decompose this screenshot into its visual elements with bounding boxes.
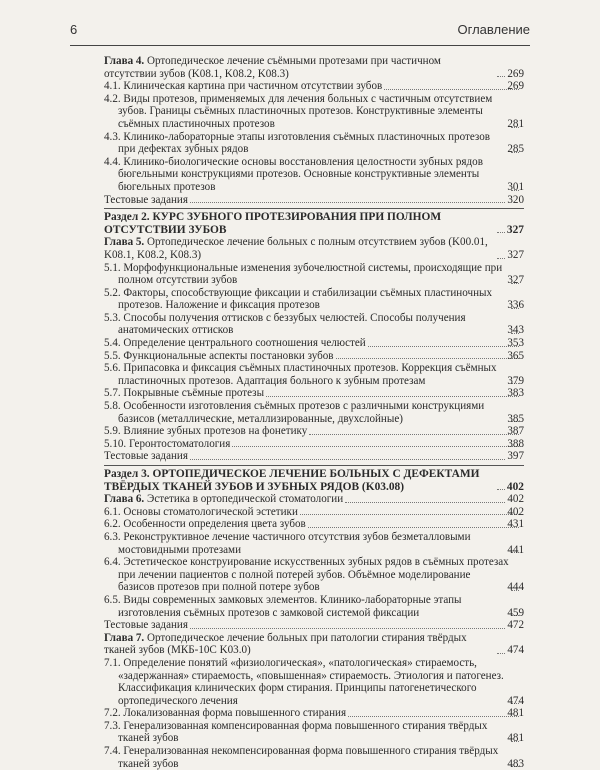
page-ref: 402	[507, 493, 524, 506]
toc-entry-text	[104, 505, 298, 519]
toc-entry[interactable]	[104, 287, 524, 312]
entry-title: Определение центрального соотношения челюстей	[123, 337, 366, 350]
page-ref: 281	[507, 117, 524, 130]
entry-title: Тестовые задания	[104, 450, 188, 463]
section-divider	[104, 465, 524, 466]
toc-entry[interactable]	[104, 707, 524, 720]
page-ref: 269	[507, 67, 524, 80]
subsection-number: 5.1.	[104, 261, 121, 274]
entry-title: Эстетика в ортопедической стоматологии	[147, 493, 344, 506]
entry-title: Тестовые задания	[104, 619, 188, 632]
section-divider	[104, 208, 524, 209]
dot-leader	[309, 434, 519, 435]
entry-title: Эстетическое конструирование искусственных зубных рядов в съёмных протезах при лечении пациентов с полной потерей зубов. Объёмное моделирование базисов протезов при полной потере зубов	[118, 556, 509, 594]
toc-entry[interactable]	[104, 80, 524, 93]
toc-entry[interactable]	[104, 506, 524, 519]
dot-leader	[497, 258, 505, 259]
toc-entry-text	[104, 593, 509, 619]
entry-title: Покрывные съёмные протезы	[123, 387, 265, 400]
toc-entry-text	[104, 311, 509, 337]
entry-title: Виды современных замковых элементов. Клинико-лабораторные этапы изготовления съёмных протезов с замковой системой фиксации	[118, 593, 462, 619]
page-ref: 397	[507, 450, 524, 463]
toc-entry[interactable]	[104, 262, 524, 287]
toc-entry-text	[104, 130, 509, 156]
toc-entry[interactable]	[104, 450, 524, 463]
page-ref: 385	[507, 412, 524, 425]
entry-title: Тестовые задания	[104, 193, 188, 206]
page-ref: 441	[507, 543, 524, 556]
dot-leader	[497, 76, 505, 77]
toc-entry[interactable]	[104, 425, 524, 438]
entry-title: Локализованная форма повышенного стирания	[123, 707, 347, 720]
toc-entry[interactable]	[104, 236, 524, 261]
dot-leader	[497, 653, 505, 654]
toc-entry-text	[104, 707, 347, 720]
page-ref: 481	[507, 707, 524, 720]
toc-entry-text	[104, 387, 265, 400]
toc-entry-text	[104, 194, 188, 207]
table-of-contents	[104, 55, 524, 770]
entry-title: Ортопедическое лечение больных с полным отсутствием зубов (K00.01, K08.1, K08.2, K08.3)	[104, 236, 488, 261]
page-ref: 459	[507, 606, 524, 619]
subsection-number: 5.4.	[104, 337, 121, 350]
subsection-number: 4.2.	[104, 92, 121, 105]
subsection-number: 7.4.	[104, 745, 121, 758]
dot-leader	[190, 459, 505, 460]
dot-leader	[336, 358, 520, 359]
toc-entry[interactable]	[104, 438, 524, 451]
subsection-number: 7.2.	[104, 707, 121, 720]
page-ref: 343	[507, 324, 524, 337]
toc-entry[interactable]	[104, 211, 524, 236]
toc-entry[interactable]	[104, 55, 524, 80]
dot-leader	[497, 232, 505, 233]
dot-leader	[190, 628, 505, 629]
entry-title: Реконструктивное лечение частичного отсутствия зубов безметалловыми мостовидными протезами	[118, 530, 471, 556]
subsection-number: 6.5.	[104, 593, 121, 606]
entry-title: Функциональные аспекты постановки зубов	[123, 349, 334, 362]
toc-entry-text	[104, 400, 509, 425]
dot-leader	[497, 489, 505, 490]
toc-entry-text	[104, 155, 509, 194]
subsection-number: 5.7.	[104, 387, 121, 400]
chapter-label: Глава 6.	[104, 493, 145, 506]
subsection-number: 4.4.	[104, 155, 121, 168]
chapter-label: Глава 5.	[104, 236, 145, 249]
subsection-number: 6.2.	[104, 518, 121, 531]
subsection-number: 5.9.	[104, 425, 121, 438]
page-ref: 483	[507, 757, 524, 770]
toc-entry[interactable]	[104, 493, 524, 506]
toc-entry[interactable]	[104, 468, 524, 493]
subsection-number: 6.4.	[104, 556, 121, 569]
header-rule	[70, 45, 530, 46]
entry-title: Ортопедическое лечение больных при патологии стирания твёрдых тканей зубов (МКБ-10С K03.0)	[104, 631, 467, 657]
page-ref: 402	[507, 505, 524, 518]
toc-entry[interactable]	[104, 362, 524, 387]
entry-title: Определение понятий «физиологическая», «патологическая» стираемость, «задержанная» стираемость, «повышенная» стираемость. Этиология и патогенез. Классификация клинических форм стирания. Принципы патогенетического ортопедического лечения	[118, 656, 504, 707]
toc-entry[interactable]	[104, 337, 524, 350]
page-ref: 474	[507, 694, 524, 707]
dot-leader	[511, 766, 519, 767]
dot-leader	[190, 202, 505, 203]
toc-entry-text	[104, 493, 343, 506]
toc-entry-text	[104, 437, 231, 451]
entry-title: Клиническая картина при частичном отсутствии зубов	[123, 80, 383, 93]
entry-title: Факторы, способствующие фиксации и стабилизации съёмных пластиночных протезов. Наложение и фиксация протезов	[118, 286, 493, 312]
toc-entry[interactable]	[104, 387, 524, 400]
toc-entry-text	[104, 425, 308, 438]
subsection-number: 5.5.	[104, 349, 121, 362]
entry-title: Морфофункциональные изменения зубочелюстной системы, происходящие при полном отсутствии зубов	[118, 261, 503, 287]
page-ref: 472	[507, 619, 524, 632]
toc-entry-text	[104, 349, 334, 363]
page-ref: 365	[507, 349, 524, 362]
entry-title: Клинико-биологические основы восстановления целостности зубных рядов бюгельными конструкциями протезов. Основные конструктивные элементы бюгельных протезов	[118, 155, 483, 193]
dot-leader	[266, 396, 519, 397]
subsection-number: 7.3.	[104, 719, 121, 732]
toc-entry-text	[104, 337, 366, 350]
entry-title: Припасовка и фиксация съёмных пластиночных протезов. Коррекция съёмных пластиночных протезов. Адаптация больного к зубным протезам	[118, 362, 497, 387]
toc-entry[interactable]	[104, 619, 524, 632]
subsection-number: 5.10.	[104, 437, 127, 450]
entry-title: Ортопедическое лечение съёмными протезами при частичном отсутствии зубов (K08.1, K08.2, K08.3)	[104, 55, 441, 80]
dot-leader	[300, 514, 519, 515]
dot-leader	[384, 89, 519, 90]
toc-entry[interactable]	[104, 93, 524, 131]
subsection-number: 6.3.	[104, 530, 121, 543]
page-ref: 353	[507, 337, 524, 350]
toc-entry-text	[104, 719, 509, 745]
entry-title: Особенности изготовления съёмных протезов с различными конструкциями базисов (металлические, металлизированные, двухслойные)	[118, 400, 485, 425]
subsection-number: 7.1.	[104, 656, 121, 669]
dot-leader	[308, 527, 520, 528]
dot-leader	[345, 502, 505, 503]
entry-title: Генерализованная компенсированная форма повышенного стирания твёрдых тканей зубов	[118, 719, 488, 745]
toc-entry[interactable]	[104, 312, 524, 337]
toc-entry[interactable]	[104, 531, 524, 556]
toc-entry-text	[104, 55, 495, 80]
toc-entry-text	[104, 92, 509, 131]
toc-entry-text	[104, 556, 509, 594]
entry-title: Генерализованная некомпенсированная форма повышенного стирания твёрдых тканей зубов	[118, 745, 499, 770]
toc-entry[interactable]	[104, 657, 524, 707]
page-ref: 444	[507, 581, 524, 594]
page-ref: 481	[507, 732, 524, 745]
toc-entry-text	[104, 80, 383, 93]
page-ref: 327	[507, 248, 524, 261]
toc-entry[interactable]	[104, 131, 524, 156]
page-ref: 336	[507, 299, 524, 312]
entry-title: Клинико-лабораторные этапы изготовления съёмных пластиночных протезов при дефектах зубных рядов	[118, 130, 490, 156]
toc-entry-text	[104, 619, 188, 632]
toc-entry-text	[104, 530, 509, 556]
entry-title: Виды протезов, применяемых для лечения больных с частичным отсутствием зубов. Границы съёмных пластиночных протезов. Конструктивные элементы съёмных пластиночных протезов	[118, 92, 493, 130]
subsection-number: 6.1.	[104, 505, 121, 518]
entry-title: Геронтостоматология	[128, 437, 231, 450]
subsection-number: 4.3.	[104, 130, 121, 143]
entry-title: Раздел 3. ОРТОПЕДИЧЕСКОЕ ЛЕЧЕНИЕ БОЛЬНЫХ С ДЕФЕКТАМИ ТВЁРДЫХ ТКАНЕЙ ЗУБОВ И ЗУБНЫХ РЯДОВ (K03.08)	[104, 468, 480, 493]
page-ref: 402	[506, 480, 524, 493]
toc-entry-text	[104, 286, 509, 312]
toc-entry[interactable]	[104, 745, 524, 770]
subsection-number: 5.6.	[104, 362, 121, 375]
page-ref: 388	[507, 437, 524, 450]
toc-entry-text	[104, 518, 306, 531]
toc-entry-text	[104, 656, 509, 707]
toc-entry-text	[104, 745, 509, 770]
page-ref: 387	[507, 425, 524, 438]
dot-leader	[368, 346, 520, 347]
dot-leader	[232, 446, 519, 447]
toc-entry-text	[104, 211, 495, 236]
toc-entry[interactable]	[104, 594, 524, 619]
page-ref: 301	[507, 180, 524, 193]
toc-entry[interactable]	[104, 400, 524, 425]
chapter-label: Глава 7.	[104, 631, 145, 644]
toc-entry[interactable]	[104, 632, 524, 657]
page-ref: 327	[507, 274, 524, 287]
toc-entry[interactable]	[104, 156, 524, 194]
entry-title: Влияние зубных протезов на фонетику	[123, 425, 308, 438]
page-number: 6	[70, 22, 78, 37]
subsection-number: 5.3.	[104, 311, 121, 324]
toc-entry-text	[104, 468, 495, 493]
page-ref: 431	[507, 518, 524, 531]
toc-entry[interactable]	[104, 720, 524, 745]
toc-entry[interactable]	[104, 194, 524, 207]
toc-entry-text	[104, 236, 495, 261]
page-ref: 285	[507, 143, 524, 156]
toc-entry[interactable]	[104, 556, 524, 594]
page-ref: 383	[507, 387, 524, 400]
page-ref: 320	[507, 193, 524, 206]
entry-title: Особенности определения цвета зубов	[123, 518, 306, 531]
chapter-label: Глава 4.	[104, 55, 145, 67]
page-ref: 327	[506, 223, 524, 236]
subsection-number: 5.2.	[104, 286, 121, 299]
subsection-number: 4.1.	[104, 80, 121, 93]
page-ref: 379	[507, 374, 524, 387]
page-ref: 269	[507, 80, 524, 93]
toc-entry-text	[104, 450, 188, 463]
subsection-number: 5.8.	[104, 400, 121, 413]
page-ref: 474	[507, 644, 524, 657]
toc-entry-text	[104, 261, 509, 287]
section-title: Оглавление	[457, 22, 530, 37]
toc-entry-text	[104, 632, 495, 657]
toc-entry[interactable]	[104, 518, 524, 531]
running-head	[70, 22, 530, 37]
toc-entry-text	[104, 362, 509, 387]
dot-leader	[348, 716, 519, 717]
entry-title: Способы получения оттисков с беззубых челюстей. Способы получения анатомических оттисков	[118, 311, 466, 337]
entry-title: Раздел 2. КУРС ЗУБНОГО ПРОТЕЗИРОВАНИЯ ПРИ ПОЛНОМ ОТСУТСТВИИ ЗУБОВ	[104, 211, 442, 236]
toc-entry[interactable]	[104, 350, 524, 363]
entry-title: Основы стоматологической эстетики	[123, 505, 298, 518]
